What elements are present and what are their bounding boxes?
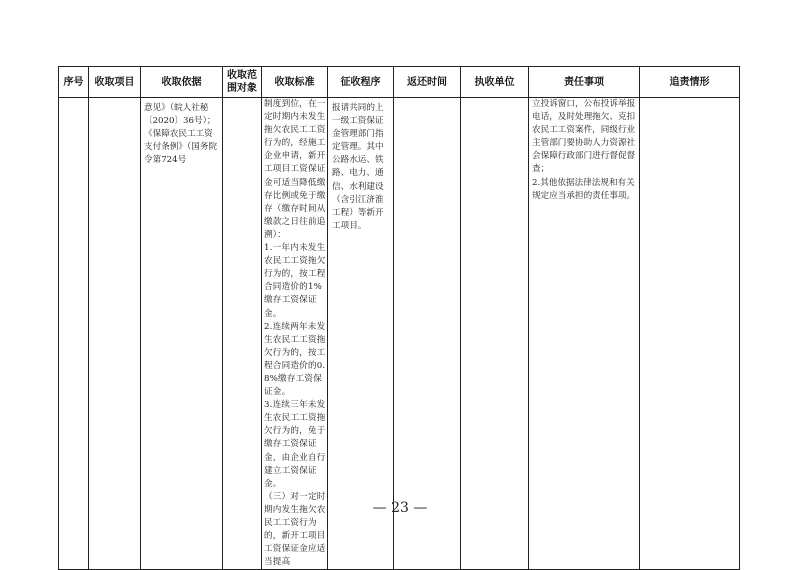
header-seq: 序号 (59, 67, 89, 98)
header-procedure: 征收程序 (328, 67, 394, 98)
table-header-row (59, 67, 740, 98)
header-standard: 收取标准 (262, 67, 328, 98)
header-accountability: 追责情形 (640, 67, 740, 98)
header-refund-time: 返还时间 (394, 67, 461, 98)
header-basis: 收取依据 (141, 67, 223, 98)
header-scope: 收取范围对象 (223, 67, 262, 98)
fee-table (58, 66, 740, 570)
header-responsibility: 责任事项 (529, 67, 640, 98)
header-collector: 执收单位 (461, 67, 529, 98)
cell-basis-text: 意见》（皖人社秘〔2020〕36号）；《保障农民工工资支付条例》（国务院令第724号 (144, 103, 218, 166)
cell-procedure-text: 报请共同的上一级工资保证金管理部门指定管理。其中公路水运、铁路、电力、通信、水利建设（含引江济淮工程）等新开工项目。 (332, 103, 384, 231)
cell-responsibility-text: 立投诉窗口，公布投诉举报电话，及时处理拖欠、克扣农民工工资案件，同级行业主管部门要协助人力资源社会保障行政部门进行督促督查； 2.其他依据法律法规和有关规定应当承担的责任事项。 (532, 99, 636, 201)
page-number: — 23 — (372, 500, 428, 516)
cell-standard-text: 制度到位，在一定时期内未发生拖欠农民工工资行为的，经施工企业申请，新开工项目工资保证金可适当降低缴存比例或免于缴存（缴存时间从缴款之日往前追溯）： 1.一年内未发生农民工工资拖欠行为的，按工程合同造价的1%缴存工资保证金。 2.连续两年未发生农民工工资拖欠行为的，按工程合同造价的0.8%缴存工资保证金。 3.连续三年未发生农民工工资拖欠行为的，免于缴存工资保证金，由企业自行建立工资保证金。 （三）对一定时期内发生拖欠农民工工资行为的，新开工项目工资保证金应适当提高 (264, 99, 326, 568)
header-item: 收取项目 (89, 67, 141, 98)
